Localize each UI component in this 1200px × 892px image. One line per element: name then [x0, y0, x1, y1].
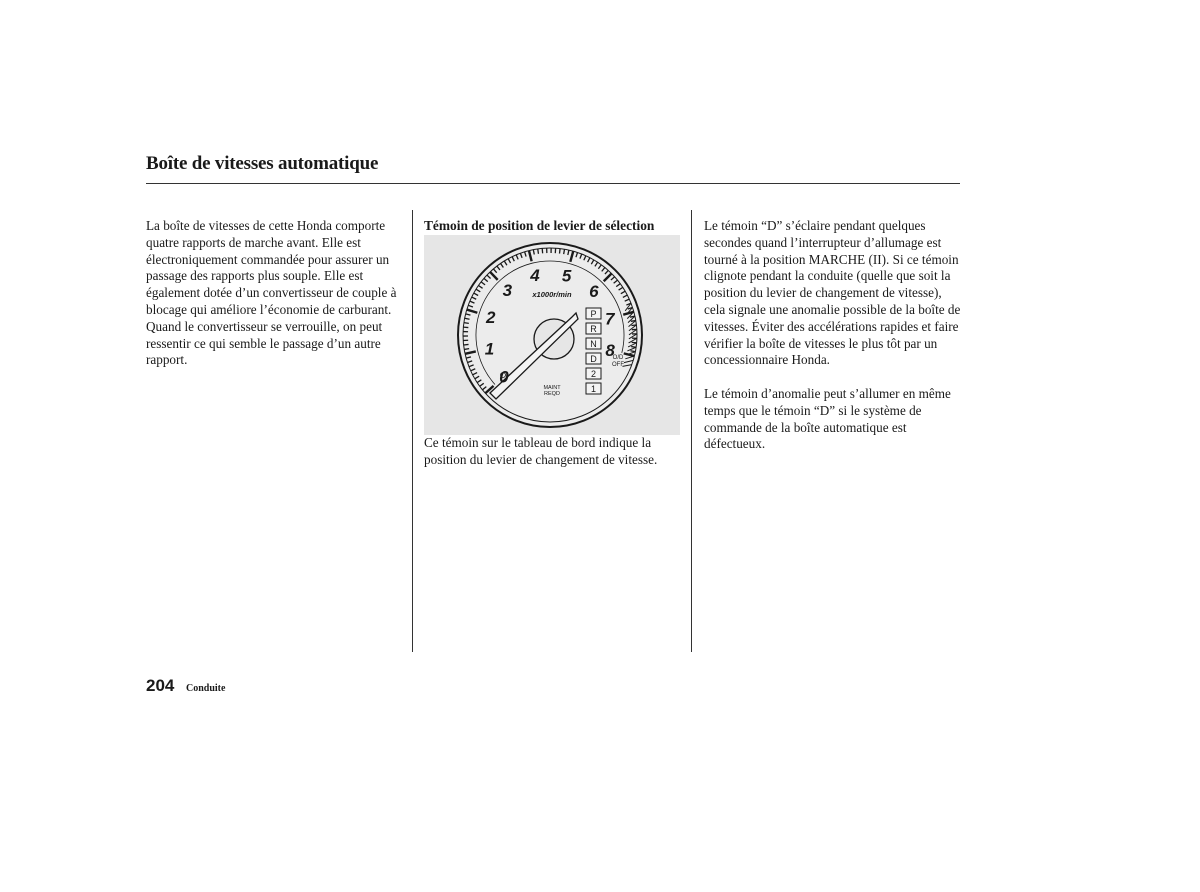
- gear-label-R: R: [590, 323, 597, 334]
- maint-reqd-label-line2: REQD: [544, 390, 560, 397]
- indicator-heading: Témoin de position de levier de sélection: [424, 218, 655, 233]
- warning-paragraph-2: Le témoin d’anomalie peut s’allumer en même temps que le témoin “D” si le système de commande de la boîte automatique est défectueux.: [704, 385, 951, 452]
- column-divider-right: [691, 210, 692, 652]
- rpm-unit-label: x1000r/min: [532, 289, 572, 299]
- rpm-number-2: 2: [485, 307, 496, 327]
- rpm-number-6: 6: [589, 281, 599, 301]
- page-title: Boîte de vitesses automatique: [146, 153, 379, 174]
- title-divider: [146, 183, 960, 184]
- gear-label-D: D: [590, 353, 597, 364]
- intro-paragraph: La boîte de vitesses de cette Honda comporte quatre rapports de marche avant. Elle est électroniquement commandée pour assurer un passage des rapports plus souple. Elle est également dotée d’un convertisseur de couple à blocage qui améliore l’économie de carburant. Quand le convertisseur se verrouille, on peut ressentir ce qui semble le passage d’un autre rapport.: [146, 218, 397, 368]
- section-label: Conduite: [186, 683, 226, 694]
- column-indicator: [424, 218, 680, 468]
- od-off-label: O/D: [612, 354, 624, 361]
- column-divider-left: [412, 210, 413, 652]
- column-warning: [704, 218, 962, 453]
- rpm-number-4: 4: [530, 265, 540, 285]
- tachometer-illustration: [424, 235, 680, 435]
- gear-label-P: P: [590, 308, 597, 319]
- rpm-number-7: 7: [605, 309, 615, 329]
- gear-label-N: N: [590, 338, 597, 349]
- warning-paragraph-1: Le témoin “D” s’éclaire pendant quelques secondes quand l’interrupteur d’allumage est tourné à la position MARCHE (II). Si ce témoin clignote pendant la conduite (quelle que soit la position du levier de changement de vitesse), cela signale une anomalie possible de la boîte de vitesses. Éviter des accélérations rapides et faire vérifier la boîte de vitesses le plus tôt par un concessionnaire Honda.: [704, 218, 961, 368]
- column-intro: [146, 218, 404, 369]
- tachometer-gauge: [424, 235, 680, 435]
- page-number: 204: [146, 676, 175, 695]
- rpm-number-0: 0: [499, 367, 509, 387]
- od-off-label-line2: OFF: [612, 361, 624, 368]
- rpm-number-3: 3: [502, 280, 513, 300]
- rpm-number-5: 5: [561, 266, 572, 286]
- indicator-caption: Ce témoin sur le tableau de bord indique la position du levier de changement de vitesse.: [424, 434, 658, 467]
- maint-reqd-label: MAINT: [543, 384, 561, 391]
- rpm-number-8: 8: [605, 340, 615, 360]
- rpm-number-1: 1: [484, 339, 495, 359]
- gear-label-2: 2: [590, 368, 597, 379]
- gear-label-1: 1: [590, 383, 597, 394]
